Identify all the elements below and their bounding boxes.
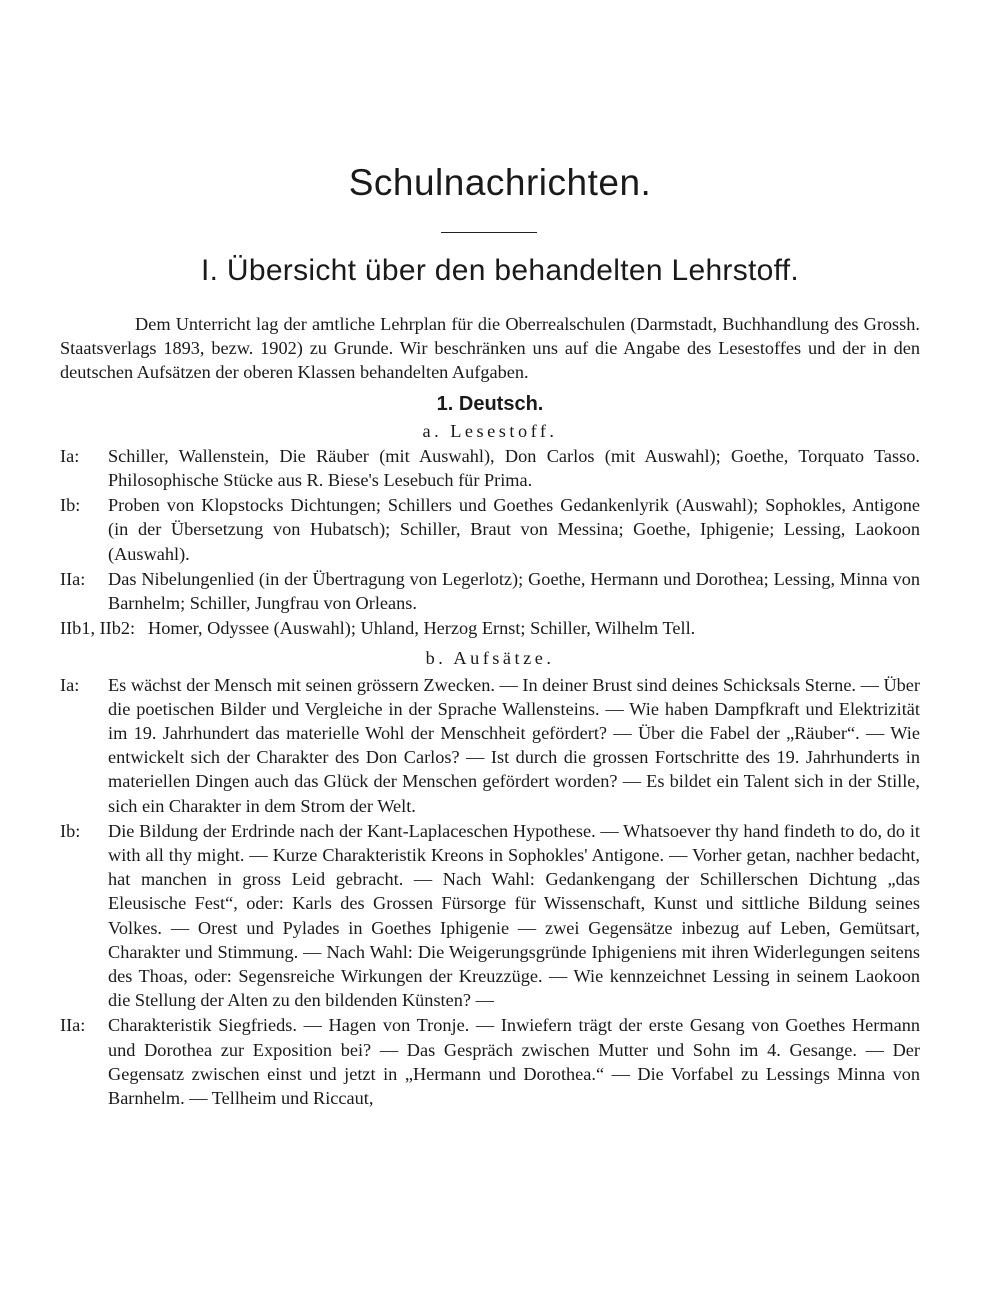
class-label: Ia: xyxy=(60,674,80,695)
class-label: Ib: xyxy=(60,495,81,516)
aufsaetze-list xyxy=(60,673,920,1111)
lesestoff-list xyxy=(60,444,920,641)
title-divider xyxy=(441,232,537,233)
entry-text: Charakteristik Siegfrieds. — Hagen von Tronje. — Inwiefern trägt der erste Gesang von Goethes Hermann und Dorothea zur Exposition bei? — Das Gespräch zwischen Mutter und Sohn im 4. Gesange. — Der Gegensatz zwischen einst und jetzt in „Hermann und Dorothea.“ — Die Vorfabel zu Lessings Minna von Barnhelm. — Tellheim und Riccaut, xyxy=(108,1015,920,1109)
lesestoff-entry xyxy=(60,567,920,615)
body-text xyxy=(60,312,920,1111)
entry-text: Es wächst der Mensch mit seinen grössern Zwecken. — In deiner Brust sind deines Schicksals Sterne. — Über die poetischen Bilder und Vergleiche in der Sprache Wallensteins. — Wie haben Dampfkraft und Elektrizität im 19. Jahrhundert das materielle Wohl der Menschheit gefördert? — Über die Fabel der „Räuber“. — Wie entwickelt sich der Charakter des Don Carlos? — Ist durch die grossen Fortschritte des 19. Jahrhunderts in materiellen Dingen auch das Glück der Menschen gefördert worden? — Es bildet ein Talent sich in der Stille, sich ein Charakter in dem Strom der Welt. xyxy=(108,674,920,816)
entry-text: Die Bildung der Erdrinde nach der Kant-Laplaceschen Hypothese. — Whatsoever thy hand findeth to do, do it with all thy might. — Kurze Charakteristik Kreons in Sophokles' Antigone. — Vorher getan, nachher bedacht, hat manchen in gross Leid gebracht. — Nach Wahl: Gedankengang der Schillerschen Dichtung „das Eleusische Fest“, oder: Karls des Grossen Fürsorge für Wissenschaft, Kunst und sittliche Bildung seines Volkes. — Orest und Pylades in Goethes Iphigenie — zwei Gegensätze inbezug auf Leben, Gemütsart, Charakter und Stimmung. — Nach Wahl: Die Weigerungsgründe Iphigeniens mit ihren Widerlegungen seitens des Thoas, oder: Segensreiche Wirkungen der Kreuzzüge. — Wie kennzeichnet Lessing in seinem Laokoon die Stellung der Alten zu den bildenden Künsten? — xyxy=(108,820,920,1011)
aufsaetze-entry xyxy=(60,673,920,818)
lesestoff-entry xyxy=(60,444,920,492)
class-label: IIb1, IIb2: xyxy=(60,618,136,639)
aufsaetze-entry xyxy=(60,1013,920,1110)
class-label: IIa: xyxy=(60,1015,86,1036)
lesestoff-entry xyxy=(60,493,920,566)
class-label: Ib: xyxy=(60,820,81,841)
class-label: IIa: xyxy=(60,568,86,589)
lesestoff-entry xyxy=(60,616,920,640)
entry-text: Proben von Klopstocks Dichtungen; Schillers und Goethes Gedankenlyrik (Auswahl); Sophokles, Antigone (in der Übersetzung von Hubatsch); Schiller, Braut von Messina; Goethe, Iphigenie; Lessing, Laokoon (Auswahl). xyxy=(108,495,920,564)
aufsaetze-entry xyxy=(60,819,920,1013)
intro-paragraph: Dem Unterricht lag der amtliche Lehrplan für die Oberrealschulen (Darmstadt, Buchhandlung des Grossh. Staatsverlags 1893, bezw. 1902) zu Grunde. Wir beschränken uns auf die Angabe des Lesestoffes und der in den deutschen Aufsätzen der oberen Klassen behandelten Aufgaben. xyxy=(60,314,920,383)
lesestoff-heading: a. Lesestoff. xyxy=(422,420,558,441)
aufsaetze-heading: b. Aufsätze. xyxy=(425,648,555,669)
class-label: Ia: xyxy=(60,445,80,466)
entry-text: Homer, Odyssee (Auswahl); Uhland, Herzog Ernst; Schiller, Wilhelm Tell. xyxy=(148,618,696,639)
subject-heading: 1. Deutsch. xyxy=(436,392,544,415)
entry-text: Das Nibelungenlied (in der Übertragung von Legerlotz); Goethe, Hermann und Dorothea; Lessing, Minna von Barnhelm; Schiller, Jungfrau von Orleans. xyxy=(108,568,920,614)
entry-text: Schiller, Wallenstein, Die Räuber (mit Auswahl), Don Carlos (mit Auswahl); Goethe, Torquato Tasso. Philosophische Stücke aus R. Biese's Lesebuch für Prima. xyxy=(108,445,920,491)
page-title: Schulnachrichten. xyxy=(348,162,652,203)
section-heading: I. Übersicht über den behandelten Lehrstoff. xyxy=(200,254,800,287)
